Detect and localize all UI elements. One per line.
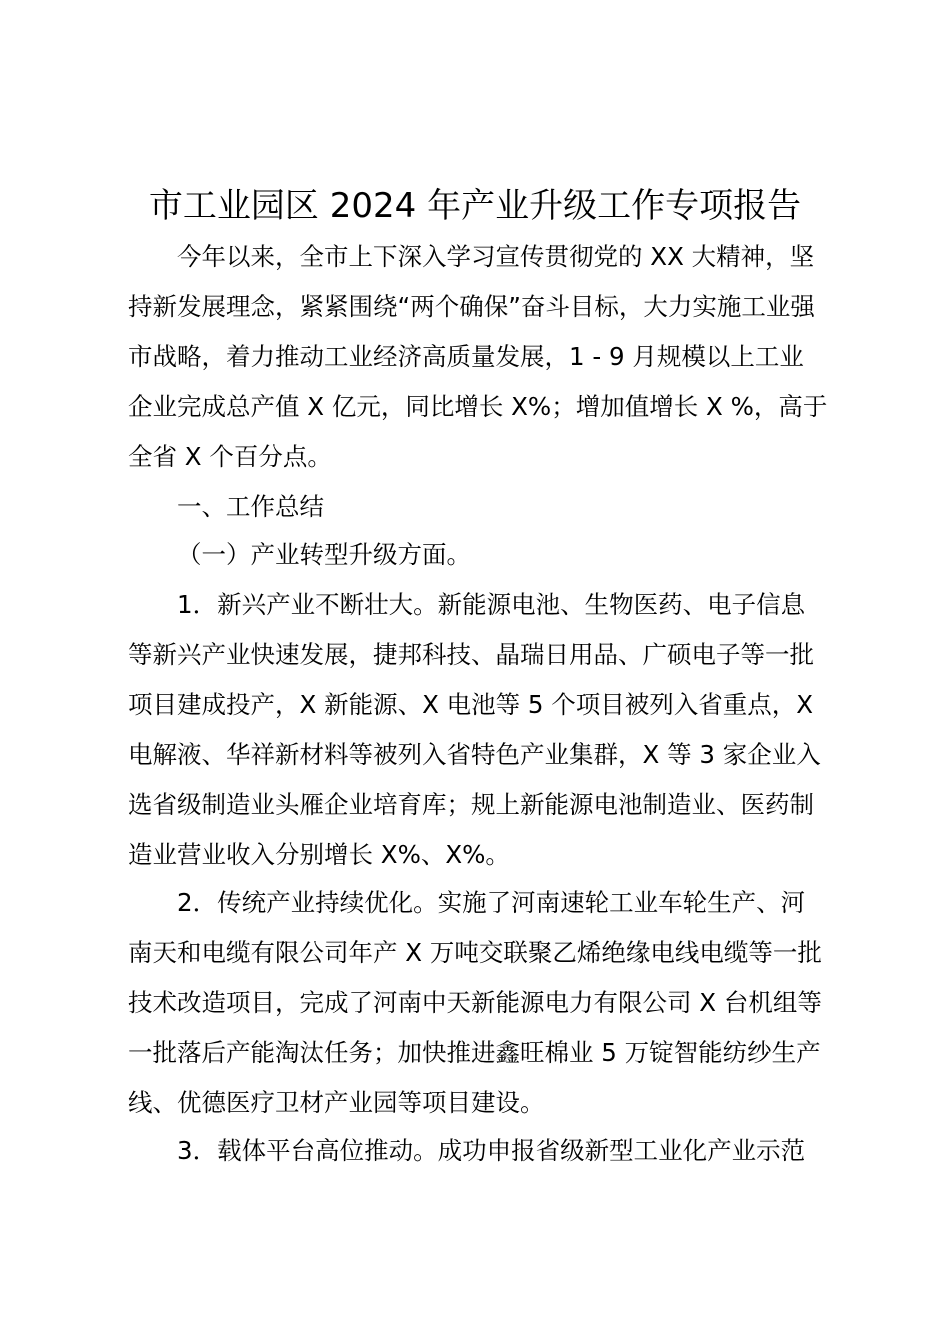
document-title: 市工业园区 2024 年产业升级工作专项报告 <box>148 186 802 226</box>
item-paragraph-3: 3．载体平台高位推动。成功申报省级新型工业化产业示范 <box>177 1136 806 1165</box>
subsection-heading: （一）产业转型升级方面。 <box>177 540 471 569</box>
item-paragraph-2: 2．传统产业持续优化。实施了河南速轮工业车轮生产、河南天和电缆有限公司年产 X 万吨交联聚乙烯绝缘电线电缆等一批技术改造项目，完成了河南中天新能源电力有限公司 X 台机组等一批落后产能淘汰任务；加快推进鑫旺棉业 5 万锭智能纺纱生产线、优德医疗卫材产业园等项目建设。 <box>128 888 822 1117</box>
item-paragraph-1: 1．新兴产业不断壮大。新能源电池、生物医药、电子信息等新兴产业快速发展，捷邦科技、晶瑞日用品、广硕电子等一批项目建成投产，X 新能源、X 电池等 5 个项目被列入省重点，X 电解液、华祥新材料等被列入省特色产业集群，X 等 3 家企业入选省级制造业头雁企业培育库；规上新能源电池制造业、医药制造业营业收入分别增长 X%、X%。 <box>128 590 821 869</box>
intro-paragraph: 今年以来，全市上下深入学习宣传贯彻党的 XX 大精神，坚持新发展理念，紧紧围绕“两个确保”奋斗目标，大力实施工业强市战略，着力推动工业经济高质量发展，1 - 9 月规模以上工业企业完成总产值 X 亿元，同比增长 X%；增加值增长 X %，高于全省 X 个百分点。 <box>128 242 828 471</box>
section-heading: 一、工作总结 <box>177 492 324 521</box>
